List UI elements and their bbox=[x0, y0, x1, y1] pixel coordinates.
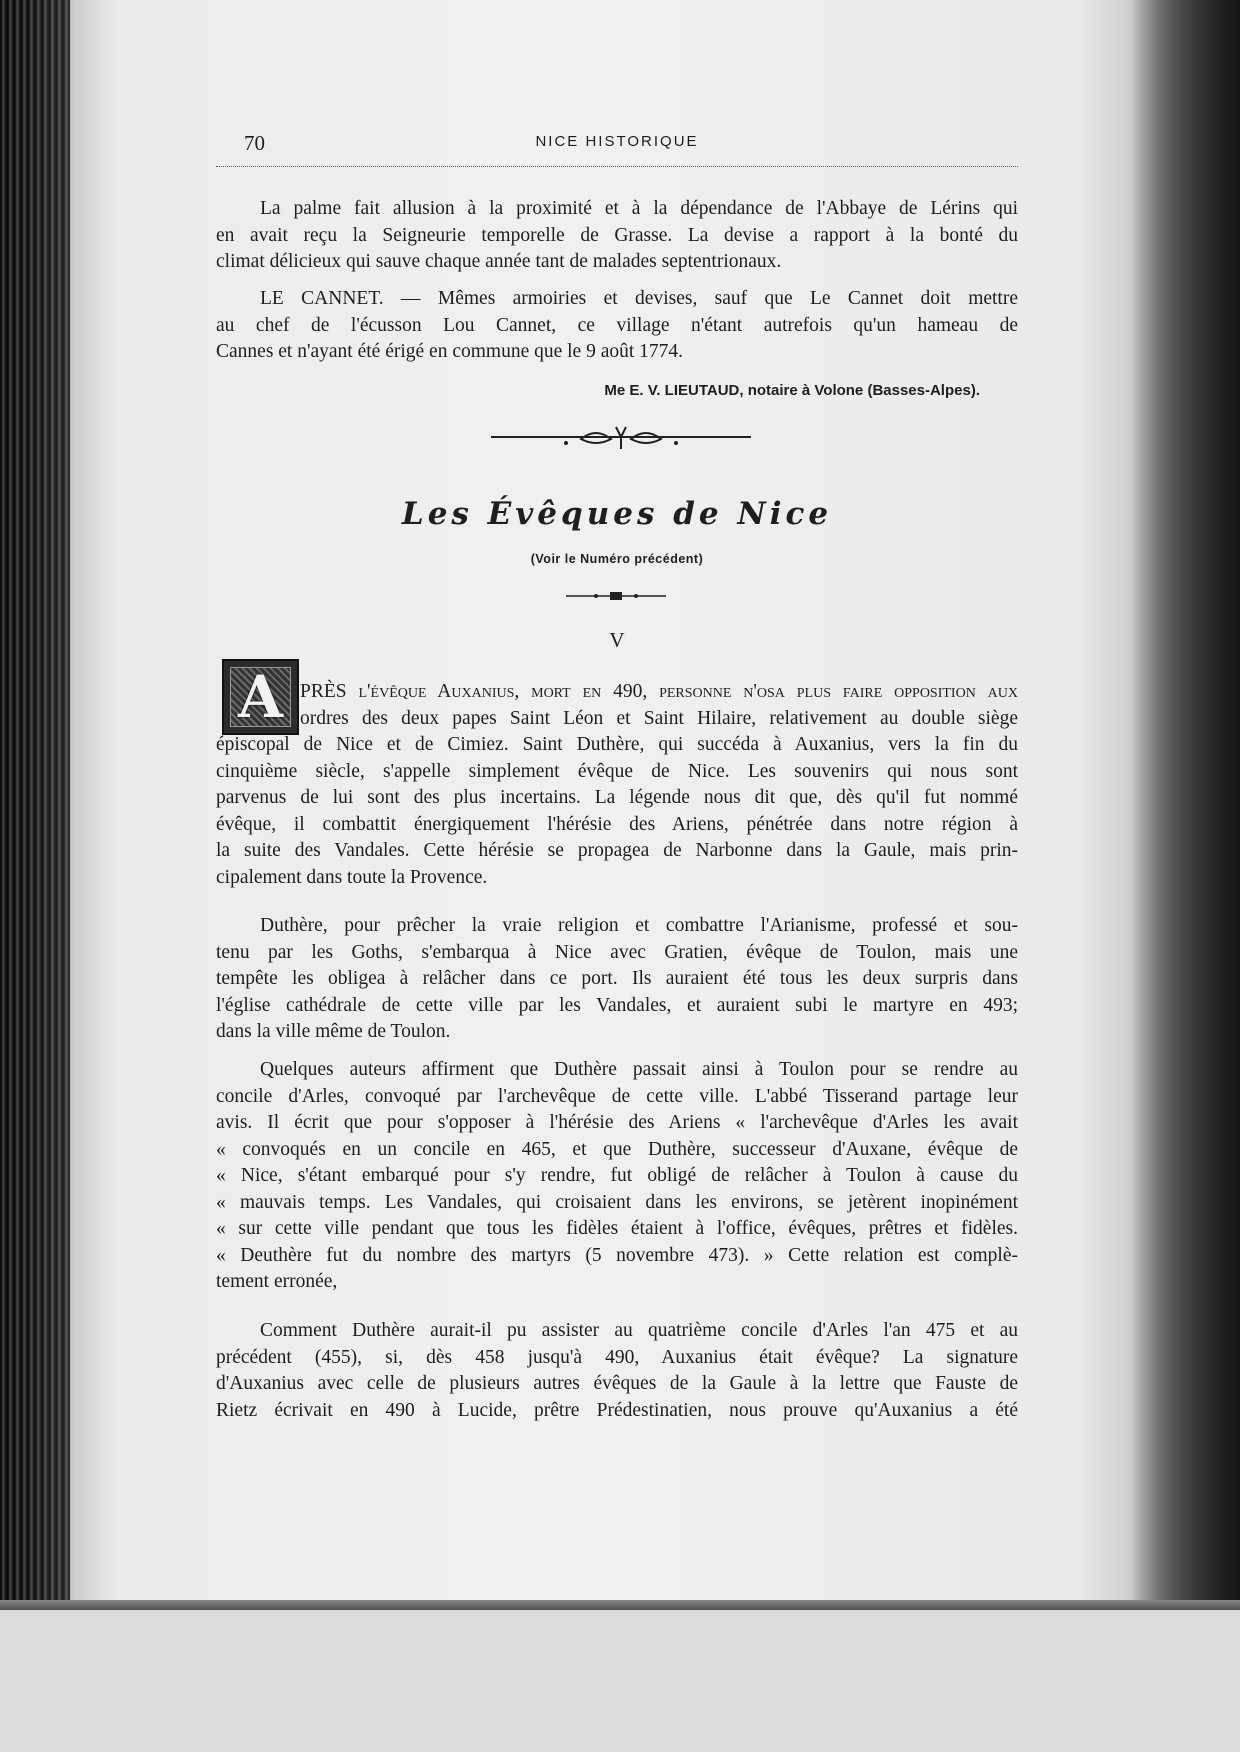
text-line: parvenus de lui sont des plus incertains. La légende nous dit que, dès qu'il fut nommé bbox=[216, 787, 1018, 808]
author-signature: Me E. V. LIEUTAUD, notaire à Volone (Basses-Alpes). bbox=[604, 382, 980, 399]
text-line: l'église cathédrale de cette ville par les Vandales, et auraient subi le martyre en 493; bbox=[216, 994, 1018, 1016]
text-line: épiscopal de Nice et de Cimiez. Saint Duthère, qui succéda à Auxanius, vers la fin du bbox=[216, 734, 1018, 755]
text-line: concile d'Arles, convoqué par l'archevêque de cette ville. L'abbé Tisserand partage leur bbox=[216, 1085, 1018, 1107]
text-line: en avait reçu la Seigneurie temporelle de Grasse. La devise a rapport à la bonté du bbox=[216, 224, 1018, 246]
running-title: NICE HISTORIQUE bbox=[535, 133, 699, 150]
text-line: « Deuthère fut du nombre des martyrs (5 novembre 473). » Cette relation est complè- bbox=[216, 1244, 1018, 1266]
article-subtitle: (Voir le Numéro précédent) bbox=[530, 552, 704, 566]
text-line: Quelques auteurs affirment que Duthère passait ainsi à Toulon pour se rendre au bbox=[260, 1059, 1018, 1080]
book-spine-shadow bbox=[0, 0, 70, 1610]
header-rule bbox=[216, 166, 1018, 167]
text-line: au chef de l'écusson Lou Cannet, ce village n'étant autrefois qu'un hameau de bbox=[216, 314, 1018, 336]
paragraph-1 bbox=[216, 679, 1018, 891]
paragraph-le-cannet bbox=[216, 286, 1018, 366]
text-line: tenu par les Goths, s'embarqua à Nice avec Gratien, évêque de Toulon, mais une bbox=[216, 941, 1018, 963]
text-line: la suite des Vandales. Cette hérésie se propagea de Narbonne dans la Gaule, mais prin- bbox=[216, 840, 1018, 861]
small-ornament bbox=[566, 590, 666, 602]
text-line: LE CANNET. — Mêmes armoiries et devises, sauf que Le Cannet doit mettre bbox=[260, 288, 1018, 309]
paragraph-palme bbox=[216, 196, 1018, 276]
text-line: tempête les obligea à relâcher dans ce port. Ils auraient été tous les deux surpris dans bbox=[216, 968, 1018, 989]
text-line: tement erronée, bbox=[216, 1271, 338, 1292]
scan-background bbox=[0, 1610, 1240, 1752]
paragraph-4 bbox=[216, 1318, 1018, 1424]
text-line: Cannes et n'ayant été érigé en commune que le 9 août 1774. bbox=[216, 341, 684, 362]
text-line: PRÈS l'évêque Auxanius, mort en 490, personne n'osa plus faire opposition aux bbox=[300, 681, 1018, 702]
decorative-ornament bbox=[491, 425, 751, 455]
text-line: cipalement dans toute la Provence. bbox=[216, 866, 488, 888]
page-number: 70 bbox=[244, 131, 265, 155]
text-line: Duthère, pour prêcher la vraie religion et combattre l'Arianisme, professé et sou- bbox=[260, 915, 1018, 936]
section-number: V bbox=[609, 628, 625, 652]
text-line: La palme fait allusion à la proximité et à la dépendance de l'Abbaye de Lérins qui bbox=[260, 198, 1018, 219]
text-line: Rietz écrivait en 490 à Lucide, prêtre Prédestinatien, nous prouve qu'Auxanius a été bbox=[216, 1399, 1018, 1421]
paragraph-2 bbox=[216, 913, 1018, 1046]
text-line: « mauvais temps. Les Vandales, qui croisaient dans les environs, se jetèrent inopinément bbox=[216, 1191, 1018, 1213]
text-line: climat délicieux qui sauve chaque année tant de malades septentrionaux. bbox=[216, 251, 782, 272]
text-line: Comment Duthère aurait-il pu assister au quatrième concile d'Arles l'an 475 et au bbox=[260, 1320, 1018, 1341]
text-line: dans la ville même de Toulon. bbox=[216, 1021, 451, 1042]
article-title: Les Évêques de Nice bbox=[401, 496, 833, 532]
text-line: cinquième siècle, s'appelle simplement évêque de Nice. Les souvenirs qui nous sont bbox=[216, 760, 1018, 782]
text-line: évêque, il combattit énergiquement l'hérésie des Ariens, pénétrée dans notre région à bbox=[216, 813, 1018, 835]
text-line: « sur cette ville pendant que tous les fidèles étaient à l'office, évêques, prêtres et fidèles. bbox=[216, 1218, 1018, 1239]
dropcap-letter: A bbox=[237, 663, 283, 731]
text-line: ordres des deux papes Saint Léon et Saint Hilaire, relativement au double siège bbox=[300, 707, 1018, 729]
text-line: « Nice, s'étant embarqué pour s'y rendre, fut obligé de relâcher à Toulon à cause du bbox=[216, 1165, 1018, 1186]
page-edge-shadow bbox=[1130, 0, 1240, 1610]
running-header bbox=[216, 131, 1018, 161]
text-line: d'Auxanius avec celle de plusieurs autres évêques de la Gaule à la lettre que Fauste de bbox=[216, 1373, 1018, 1394]
text-line: avis. Il écrit que pour s'opposer à l'hérésie des Ariens « l'archevêque d'Arles les avait bbox=[216, 1112, 1018, 1133]
text-line: précédent (455), si, dès 458 jusqu'à 490, Auxanius était évêque? La signature bbox=[216, 1346, 1018, 1368]
paragraph-3 bbox=[216, 1057, 1018, 1296]
text-line: « convoqués en un concile en 465, et que Duthère, successeur d'Auxane, évêque de bbox=[216, 1138, 1018, 1160]
